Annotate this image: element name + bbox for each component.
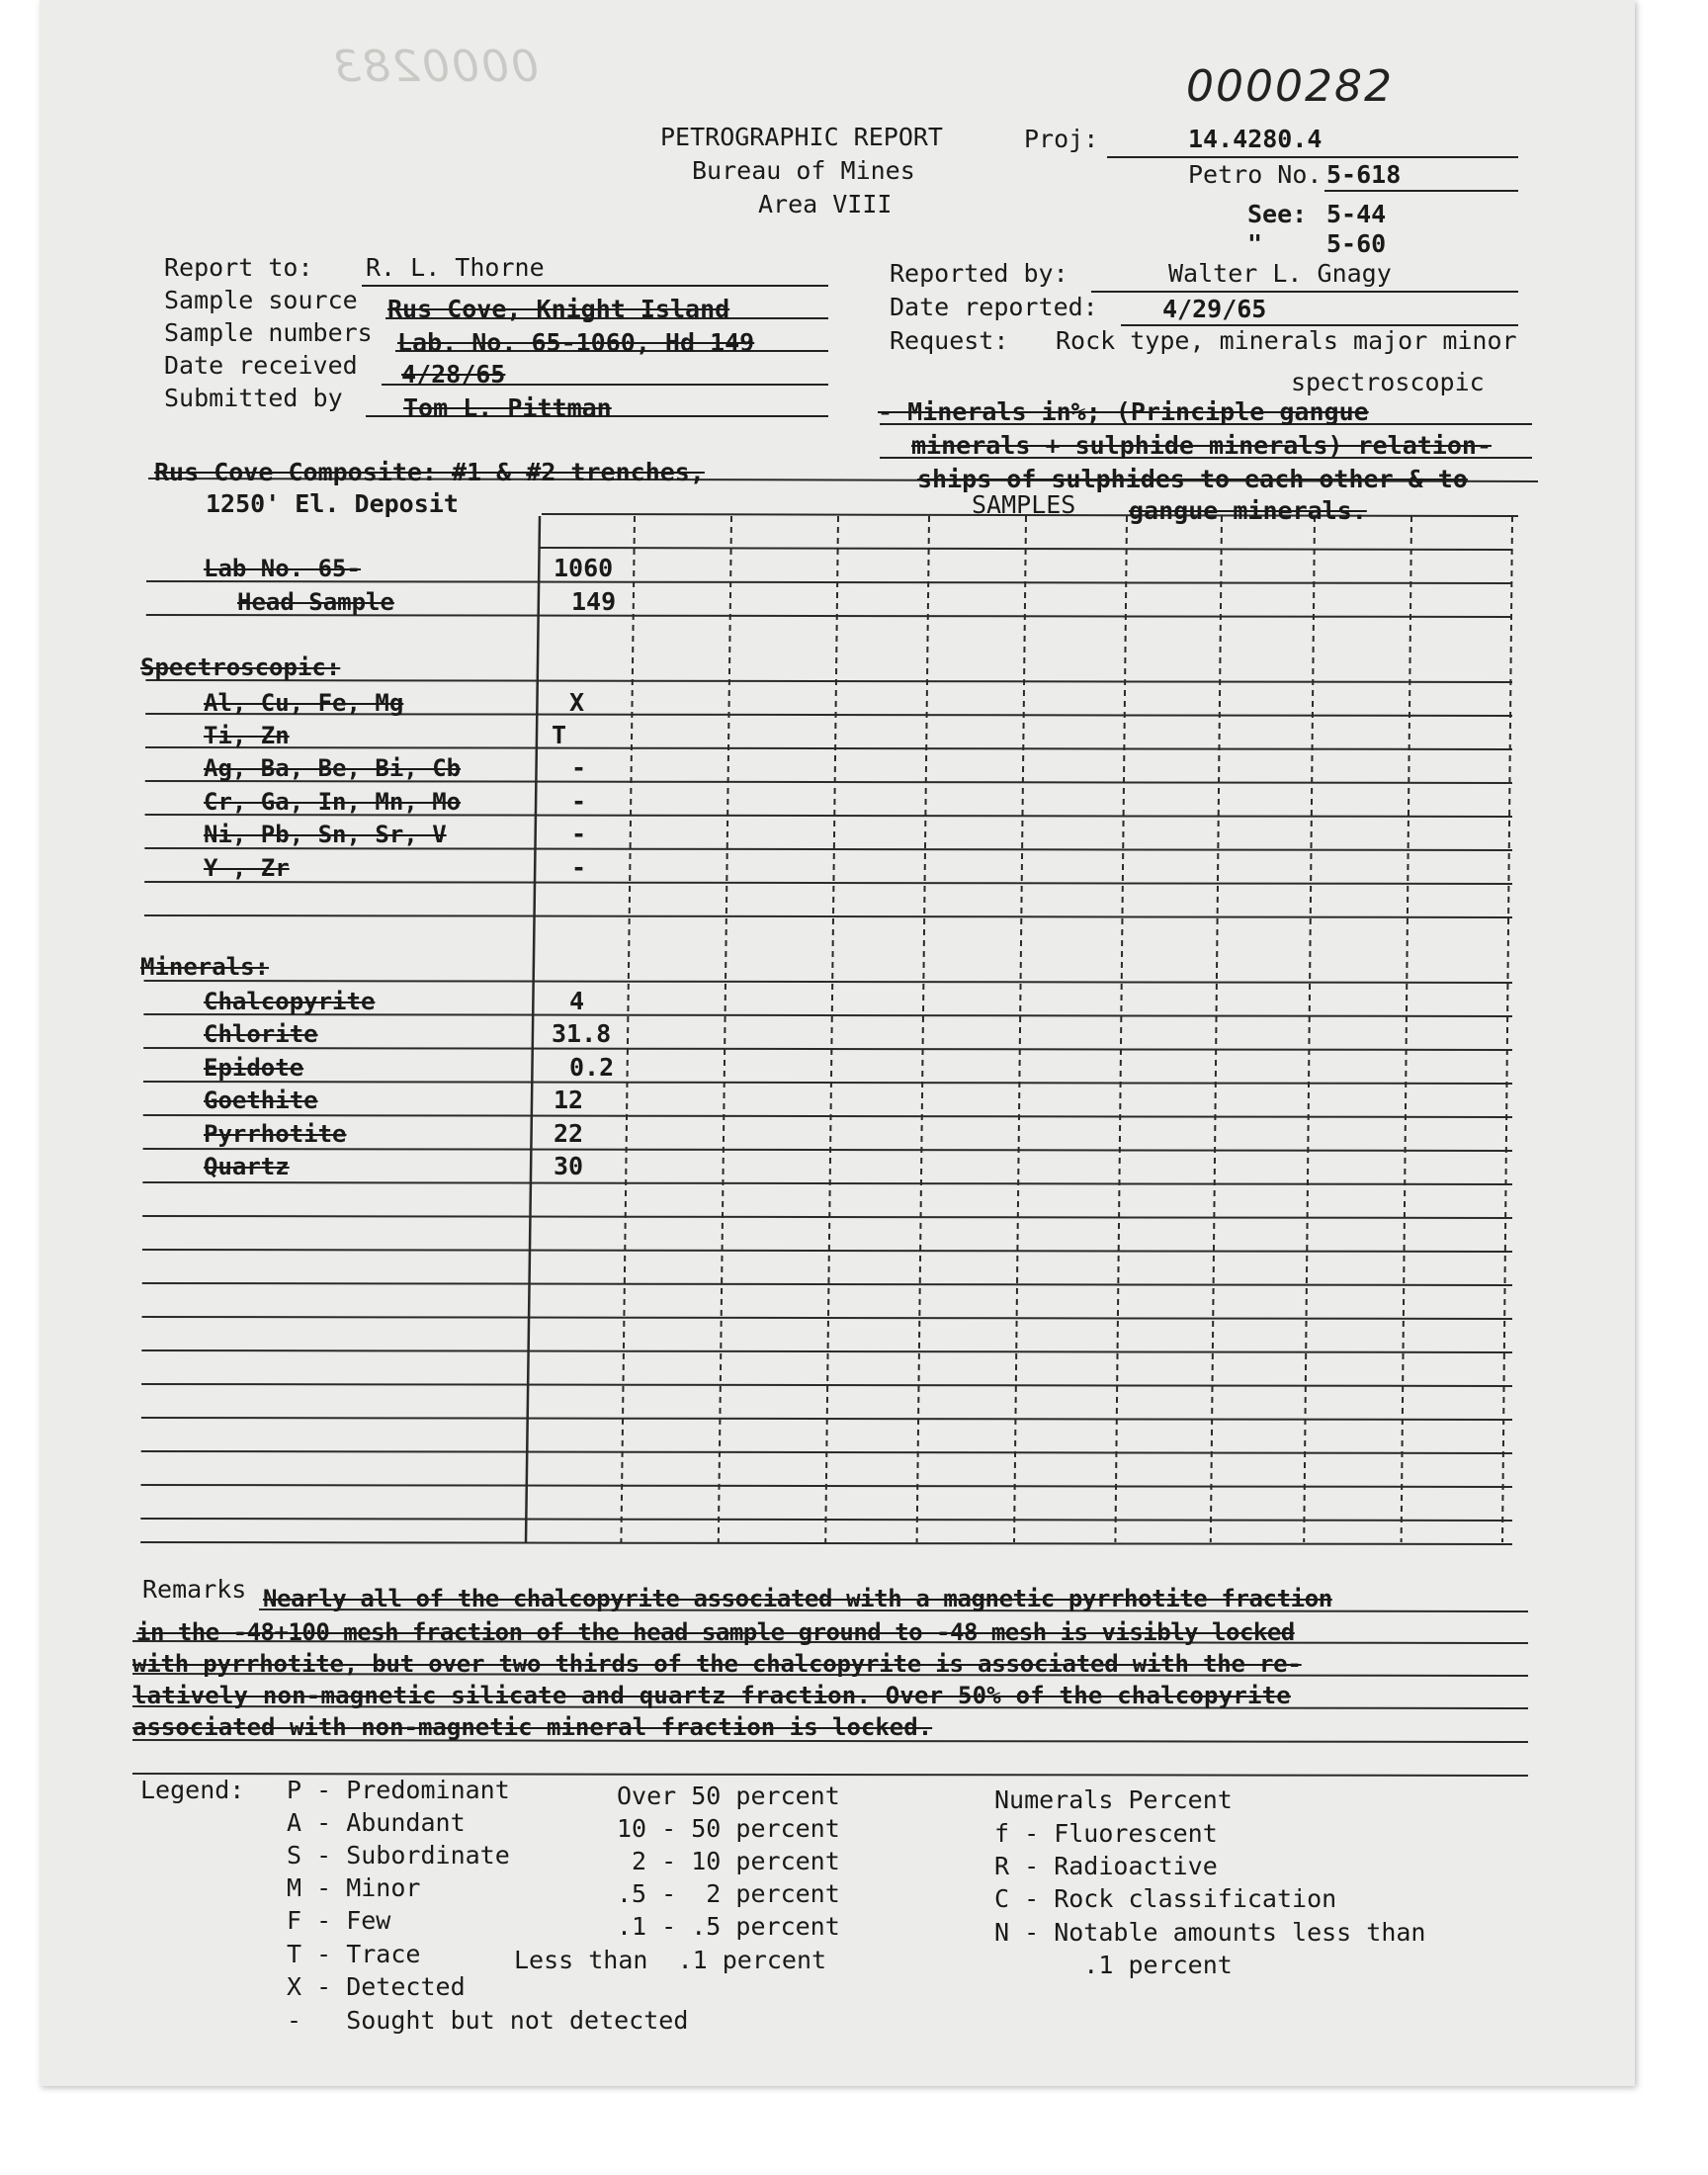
row-rule bbox=[144, 981, 1512, 983]
date-received-value: 4/28/65 bbox=[401, 360, 506, 389]
row-value-ti-zn: T bbox=[552, 721, 567, 749]
legend-range-m: .5 - 2 percent bbox=[617, 1879, 840, 1908]
row-label-al-cu-fe-mg: Al, Cu, Fe, Mg bbox=[204, 689, 404, 717]
request-line-6: gangue minerals. bbox=[1129, 496, 1367, 525]
reported-by-value: Walter L. Gnagy bbox=[1168, 259, 1392, 288]
column-rule bbox=[621, 516, 635, 1542]
legend-range-a: 10 - 50 percent bbox=[617, 1814, 840, 1843]
legend-range-p: Over 50 percent bbox=[617, 1782, 840, 1810]
submitted-by-value: Tom L. Pittman bbox=[403, 393, 612, 422]
row-value-goethite: 12 bbox=[554, 1086, 584, 1114]
legend-code-t: T - Trace bbox=[287, 1940, 421, 1968]
row-rule bbox=[142, 1283, 1512, 1285]
row-label-ti-zn: Ti, Zn bbox=[204, 722, 290, 749]
legend-code-m: M - Minor bbox=[287, 1873, 421, 1902]
date-reported-value: 4/29/65 bbox=[1162, 295, 1267, 323]
column-rule bbox=[917, 516, 929, 1542]
column-rule bbox=[1502, 516, 1512, 1542]
petro-label: Petro No. bbox=[1188, 160, 1323, 189]
legend-code-a: A - Abundant bbox=[287, 1808, 466, 1837]
row-label-head-sample: Head Sample bbox=[237, 588, 394, 616]
row-rule bbox=[144, 915, 1512, 917]
row-label-goethite: Goethite bbox=[204, 1087, 318, 1114]
row-rule bbox=[143, 1115, 1512, 1117]
report-to-underline bbox=[362, 285, 828, 287]
legend-range-t: Less than .1 percent bbox=[514, 1946, 827, 1974]
see2-value: 5-60 bbox=[1326, 229, 1387, 258]
legend-range-f: .1 - .5 percent bbox=[617, 1912, 840, 1941]
column-rule bbox=[1402, 516, 1411, 1542]
row-rule bbox=[143, 1048, 1512, 1050]
row-rule bbox=[143, 1082, 1512, 1084]
row-value-quartz: 30 bbox=[554, 1152, 584, 1180]
legend-label: Legend: bbox=[140, 1776, 245, 1804]
row-value-pyrrhotite: 22 bbox=[554, 1119, 584, 1148]
row-label-spectroscopic: Spectroscopic: bbox=[140, 653, 341, 681]
row-value-epidote: 0.2 bbox=[569, 1053, 615, 1082]
petro-underline bbox=[1324, 190, 1518, 192]
see-label: See: bbox=[1247, 200, 1308, 228]
reported-by-underline bbox=[1091, 291, 1518, 293]
row-rule bbox=[143, 1149, 1512, 1151]
row-value-ag-ba: - bbox=[571, 753, 587, 782]
request-line-5: ships of sulphides to each other & to bbox=[917, 465, 1468, 493]
row-label-chlorite: Chlorite bbox=[204, 1020, 318, 1048]
column-rule bbox=[1304, 516, 1315, 1542]
legend-radioactive: R - Radioactive bbox=[994, 1852, 1218, 1880]
row-label-epidote: Epidote bbox=[204, 1054, 304, 1082]
report-to-value: R. L. Thorne bbox=[366, 253, 545, 282]
row-label-lab-no: Lab No. 65- bbox=[204, 555, 361, 582]
request-label: Request: bbox=[890, 326, 1009, 355]
column-rule bbox=[1014, 516, 1026, 1542]
row-rule bbox=[140, 1542, 1512, 1544]
request-line-2: spectroscopic bbox=[1291, 368, 1485, 396]
remarks-line-4: latively non-magnetic silicate and quartz fraction. Over 50% of the chalcopyrite bbox=[132, 1682, 1291, 1709]
samples-heading: SAMPLES bbox=[972, 490, 1076, 519]
row-rule bbox=[141, 1384, 1512, 1386]
composite-line-2: 1250' El. Deposit bbox=[206, 489, 459, 518]
request-line-1: Rock type, minerals major minor bbox=[1056, 326, 1517, 355]
sample-numbers-label: Sample numbers bbox=[164, 318, 373, 347]
row-label-quartz: Quartz bbox=[204, 1153, 290, 1180]
remarks-line-3: with pyrrhotite, but over two thirds of the chalcopyrite is associated with the re- bbox=[132, 1650, 1302, 1678]
legend-fluorescent: f - Fluorescent bbox=[994, 1819, 1218, 1848]
row-label-cr-ga: Cr, Ga, In, Mn, Mo bbox=[204, 788, 462, 816]
row-label-pyrrhotite: Pyrrhotite bbox=[204, 1120, 347, 1148]
legend-notable: N - Notable amounts less than bbox=[994, 1918, 1426, 1947]
legend-code-p: P - Predominant bbox=[287, 1776, 510, 1804]
proj-label: Proj: bbox=[1024, 125, 1099, 153]
date-reported-label: Date reported: bbox=[890, 293, 1098, 321]
column-rule bbox=[825, 516, 838, 1542]
row-label-chalcopyrite: Chalcopyrite bbox=[204, 988, 376, 1015]
remarks-label: Remarks bbox=[142, 1575, 247, 1604]
request-line-3: - Minerals in%; (Principle gangue bbox=[878, 397, 1369, 426]
date-received-label: Date received bbox=[164, 351, 358, 380]
legend-numerals: Numerals Percent bbox=[994, 1785, 1233, 1814]
column-rule bbox=[1211, 516, 1222, 1542]
legend-code-f: F - Few bbox=[287, 1906, 391, 1935]
row-label-ag-ba: Ag, Ba, Be, Bi, Cb bbox=[204, 754, 462, 782]
org-name: Bureau of Mines bbox=[692, 156, 915, 185]
proj-underline bbox=[1107, 156, 1518, 158]
see2-label: " bbox=[1247, 229, 1263, 258]
column-rule bbox=[526, 516, 540, 1542]
row-rule bbox=[142, 1317, 1512, 1319]
row-rule bbox=[144, 882, 1512, 884]
see-value: 5-44 bbox=[1326, 200, 1387, 228]
row-rule bbox=[141, 1350, 1512, 1352]
row-value-y-zr: - bbox=[571, 853, 587, 882]
row-label-ni-pb: Ni, Pb, Sn, Sr, V bbox=[204, 821, 447, 848]
stamp-number: 0000282 bbox=[1186, 61, 1394, 112]
legend-code-s: S - Subordinate bbox=[287, 1841, 510, 1870]
row-value-lab-no: 1060 bbox=[554, 554, 614, 582]
row-label-y-zr: Y , Zr bbox=[204, 854, 290, 882]
row-rule bbox=[145, 680, 1512, 682]
legend-rock-classification: C - Rock classification bbox=[994, 1884, 1337, 1913]
legend-code-dash: - Sought but not detected bbox=[287, 2006, 689, 2035]
sample-source-value: Rus Cove, Knight Island bbox=[387, 295, 730, 323]
report-title: PETROGRAPHIC REPORT bbox=[660, 123, 943, 151]
row-value-head-sample: 149 bbox=[571, 587, 617, 616]
back-stamp: 0000283 bbox=[331, 42, 539, 92]
row-rule bbox=[144, 848, 1512, 850]
remarks-line-1: Nearly all of the chalcopyrite associated with a magnetic pyrrhotite fraction bbox=[263, 1585, 1332, 1612]
report-to-label: Report to: bbox=[164, 253, 313, 282]
sample-numbers-value: Lab. No. 65-1060, Hd 149 bbox=[397, 328, 755, 357]
petro-value: 5-618 bbox=[1326, 160, 1402, 189]
row-value-chlorite: 31.8 bbox=[552, 1019, 612, 1048]
row-value-ni-pb: - bbox=[571, 820, 587, 848]
row-rule bbox=[145, 747, 1512, 749]
submitted-by-label: Submitted by bbox=[164, 384, 343, 412]
area-name: Area VIII bbox=[758, 190, 893, 218]
legend-code-x: X - Detected bbox=[287, 1972, 466, 2001]
request-line-4: minerals + sulphide minerals) relation- bbox=[911, 431, 1492, 460]
composite-line-1: Rus Cove Composite: #1 & #2 trenches, bbox=[154, 458, 705, 486]
column-rule bbox=[1115, 516, 1127, 1542]
sample-source-label: Sample source bbox=[164, 286, 358, 314]
row-value-cr-ga: - bbox=[571, 787, 587, 816]
legend-range-s: 2 - 10 percent bbox=[617, 1847, 840, 1875]
reported-by-label: Reported by: bbox=[890, 259, 1068, 288]
remarks-line-2: in the -48+100 mesh fraction of the head sample ground to -48 mesh is visibly locked bbox=[136, 1618, 1295, 1646]
remarks-line-5: associated with non-magnetic mineral fraction is locked. bbox=[132, 1713, 933, 1741]
row-label-minerals: Minerals: bbox=[140, 953, 270, 981]
column-rule bbox=[719, 516, 731, 1542]
legend-notable-percent: .1 percent bbox=[994, 1951, 1233, 1979]
row-value-al-cu-fe-mg: X bbox=[569, 688, 585, 717]
proj-value: 14.4280.4 bbox=[1188, 125, 1323, 153]
row-value-chalcopyrite: 4 bbox=[569, 987, 585, 1015]
